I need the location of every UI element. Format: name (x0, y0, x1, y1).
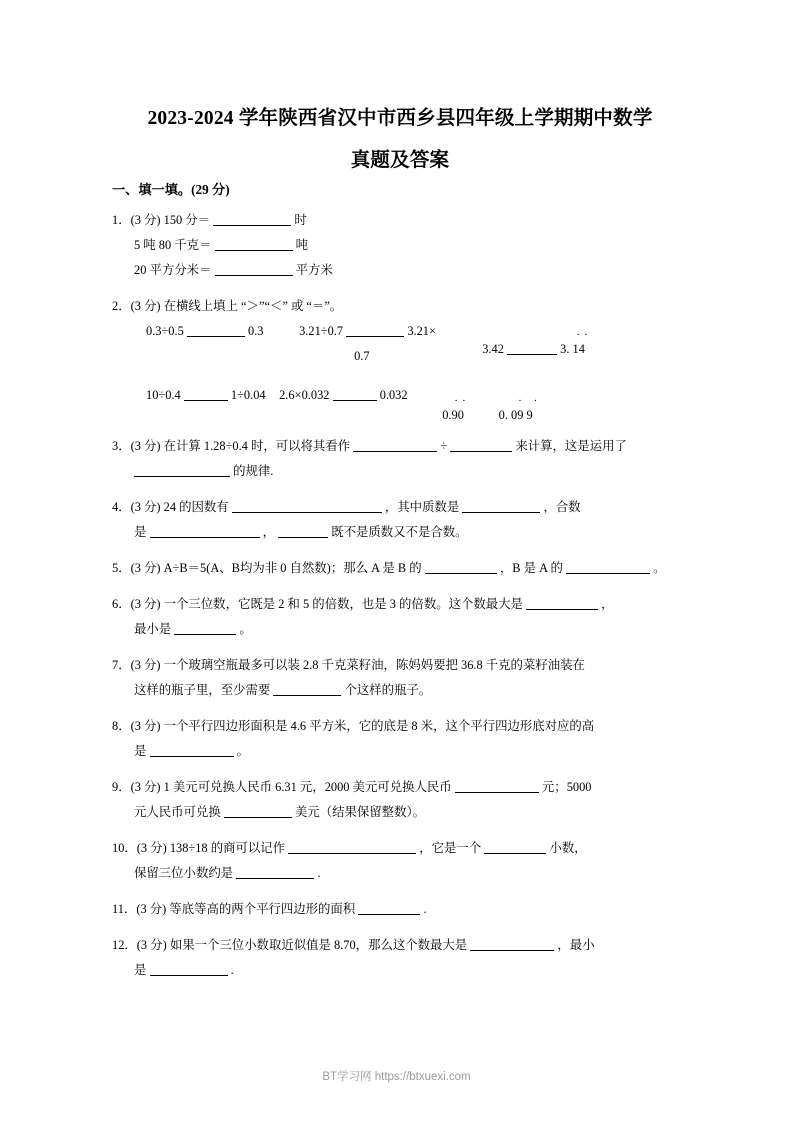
q2-r1-b-left: 3.21÷0.7 (299, 324, 344, 339)
question-5 (112, 556, 687, 581)
question-2 (112, 294, 687, 423)
q1-line2-label: 5 吨 80 千克＝ (134, 238, 212, 253)
title-line-2: 真题及答案 (350, 150, 450, 171)
q2-row-1 (112, 319, 687, 369)
q4-part-c: ，合数 (543, 500, 581, 515)
question-7 (112, 653, 687, 703)
q2-r2-c-sep: 0. (442, 408, 452, 423)
q8-line1: 8．(3 分) 一个平行四边形面积是 4.6 平方米，它的底是 8 米，这个平行四边形底对应的高 (112, 719, 595, 734)
question-9 (112, 775, 687, 825)
q9-line2-b: 美元（结果保留整数）。 (294, 805, 426, 820)
q4-blank-2[interactable] (462, 499, 540, 513)
q12-part-b: ，最小 (557, 938, 595, 953)
q2-r2-a-right: 1÷0.04 (230, 388, 266, 403)
q9-blank-2[interactable] (224, 804, 292, 818)
q5-part-b: ，B 是 A 的 (499, 561, 563, 576)
q6-part-b: ， (601, 597, 614, 612)
q12-line2-a: 是 (134, 963, 147, 978)
q4-line2-c: 既不是质数又不是合数。 (331, 525, 468, 540)
q11-blank-1[interactable] (358, 901, 420, 915)
q4-part-b: ，其中质数是 (384, 500, 460, 515)
q2-r2-c-num-1: 90 (451, 408, 464, 423)
q12-blank-2[interactable] (150, 962, 228, 976)
q4-blank-1[interactable] (232, 499, 382, 513)
q2-r1-a-right: 0.3 (248, 324, 264, 339)
question-3 (112, 434, 687, 484)
q12-line2-b: . (230, 963, 234, 978)
question-11 (112, 897, 687, 922)
q4-line2-b: ， (262, 525, 275, 540)
q1-line2-unit: 吨 (295, 238, 309, 253)
q10-blank-2[interactable] (484, 840, 546, 854)
q1-blank-2[interactable] (215, 237, 293, 251)
q5-blank-2[interactable] (566, 560, 650, 574)
q6-line2-b: 。 (239, 622, 252, 637)
q1-line1-unit: 时 (294, 213, 307, 228)
q7-line1: 7．(3 分) 一个玻璃空瓶最多可以装 2.8 千克菜籽油，陈妈妈要把 36.8 千克的菜籽油装在 (112, 658, 585, 673)
q7-blank-1[interactable] (273, 682, 341, 696)
q3-line2: 的规律. (233, 464, 274, 479)
q11-part-b: . (423, 902, 427, 917)
page-title (105, 98, 695, 182)
q2-r1-c-num: 14 (572, 342, 585, 357)
q2-r1-b-right2: 0.7 (354, 349, 370, 364)
q4-blank-3[interactable] (150, 524, 260, 538)
footer-watermark: BT学习网 https://btxuexi.com (322, 1071, 471, 1083)
q2-r2-b-left: 2.6×0.032 (279, 388, 330, 403)
q2-blank-3[interactable] (507, 341, 557, 355)
q8-blank-1[interactable] (150, 743, 234, 757)
q10-line2-b: . (317, 866, 321, 881)
q4-line2-a: 是 (134, 525, 147, 540)
q2-r1-c-dots: .. (576, 326, 593, 339)
q4-part-a: 4．(3 分) 24 的因数有 (112, 500, 229, 515)
q5-blank-1[interactable] (425, 560, 497, 574)
q3-part-b: ÷ (440, 439, 448, 454)
q9-line2-a: 元人民币可兑换 (134, 805, 221, 820)
q2-lead: 2．(3 分) 在横线上填上 “＞”“＜” 或 “＝”。 (112, 299, 343, 314)
q8-line2-b: 。 (236, 744, 249, 759)
q4-blank-4[interactable] (278, 524, 328, 538)
question-12 (112, 933, 687, 983)
q1-blank-1[interactable] (213, 212, 291, 226)
q9-part-b: 元；5000 (541, 780, 592, 795)
q2-blank-4[interactable] (184, 387, 228, 401)
q6-blank-1[interactable] (526, 596, 598, 610)
q10-part-c: 小数， (549, 841, 587, 856)
q8-line2-a: 是 (134, 744, 147, 759)
q10-line2-a: 保留三位小数约是 (134, 866, 234, 881)
q2-r2-c-sep-2: 0. 0 (498, 408, 518, 423)
q3-part-c: 来计算，这是运用了 (515, 439, 627, 454)
question-8 (112, 714, 687, 764)
q2-r2-c-dots-1: .. (454, 392, 471, 405)
q2-r1-a-left: 0.3÷0.5 (146, 324, 184, 339)
q1-blank-3[interactable] (215, 262, 293, 276)
q1-line3-unit: 平方米 (295, 263, 333, 278)
question-10 (112, 836, 687, 886)
q9-blank-1[interactable] (455, 779, 539, 793)
q5-part-c: 。 (653, 561, 666, 576)
question-6 (112, 592, 687, 642)
q11-part-a: 11．(3 分) 等底等高的两个平行四边形的面积 (112, 902, 356, 917)
q2-row-2 (112, 383, 687, 423)
q5-part-a: 5．(3 分) A÷B＝5(A、B均为非 0 自然数)；那么 A 是 B 的 (112, 561, 422, 576)
q10-blank-3[interactable] (236, 865, 314, 879)
q2-r2-c-num-2: 9 9 (517, 408, 533, 423)
q2-blank-5[interactable] (333, 387, 377, 401)
q2-r2-b-right: 0.032 (379, 388, 408, 403)
q7-line2-a: 这样的瓶子里，至少需要 (134, 683, 271, 698)
q2-r1-c-right: 3. (560, 342, 570, 357)
q3-blank-2[interactable] (450, 438, 512, 452)
q10-part-b: ，它是一个 (419, 841, 482, 856)
q1-line1-label: 1．(3 分) 150 分＝ (112, 213, 211, 228)
title-line-1: 2023-2024 学年陕西省汉中市西乡县四年级上学期期中数学 (147, 108, 653, 129)
q10-part-a: 10．(3 分) 138÷18 的商可以记作 (112, 841, 286, 856)
question-4 (112, 495, 687, 545)
q1-line3-label: 20 平方分米＝ (134, 263, 212, 278)
q2-r1-c-left: 3.42 (482, 342, 504, 357)
q12-part-a: 12．(3 分) 如果一个三位小数取近似值是 8.70，那么这个数最大是 (112, 938, 468, 953)
q6-blank-2[interactable] (174, 621, 236, 635)
q2-blank-1[interactable] (187, 323, 245, 337)
q12-blank-1[interactable] (470, 937, 554, 951)
q2-r2-a-left: 10÷0.4 (146, 388, 181, 403)
q3-blank-1[interactable] (353, 438, 437, 452)
q3-blank-3[interactable] (134, 463, 230, 477)
q10-blank-1[interactable] (288, 840, 416, 854)
q3-part-a: 3．(3 分) 在计算 1.28÷0.4 时，可以将其看作 (112, 439, 351, 454)
q2-blank-2[interactable] (346, 323, 404, 337)
q6-part-a: 6．(3 分) 一个三位数，它既是 2 和 5 的倍数，也是 3 的倍数。这个数最大是 (112, 597, 523, 612)
question-1 (112, 208, 687, 283)
q9-part-a: 9．(3 分) 1 美元可兑换人民币 6.31 元，2000 美元可兑换人民币 (112, 780, 452, 795)
exam-content (112, 183, 687, 994)
q6-line2-a: 最小是 (134, 622, 172, 637)
q7-line2-b: 个这样的瓶子。 (344, 683, 432, 698)
section-heading: 一、填一填。(29 分) (112, 182, 230, 197)
q2-r2-c-dots-2: . . (518, 392, 542, 405)
q2-r1-b-right: 3.21× (407, 324, 436, 339)
